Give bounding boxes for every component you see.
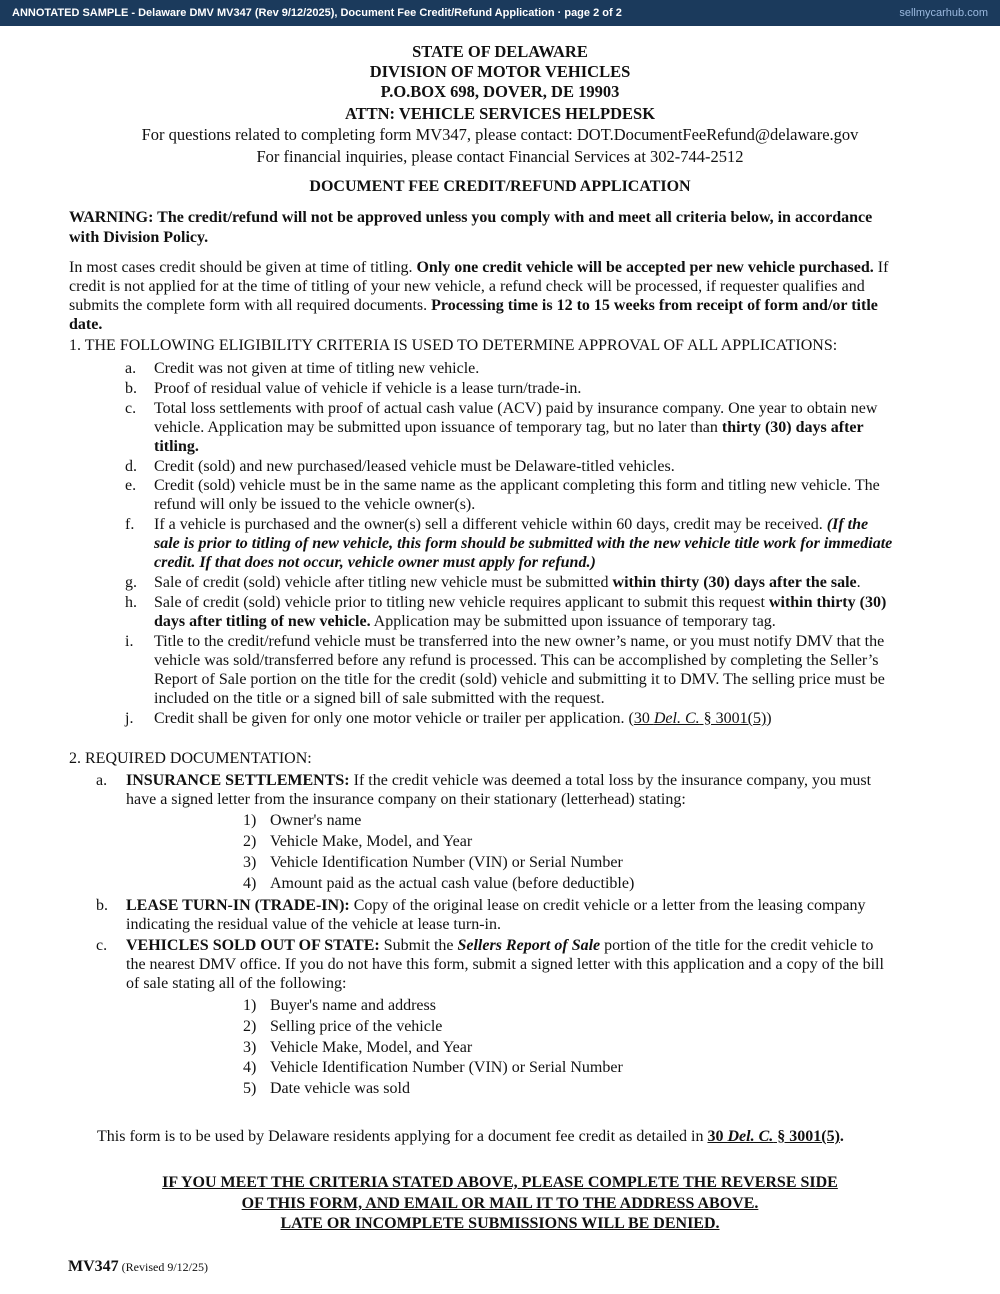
- usage-note: This form is to be used by Delaware residents applying for a document fee credit as detailed in 30 Del. C. § 3001(5).: [97, 1128, 844, 1145]
- list-item: Vehicle Identification Number (VIN) or Serial Number: [270, 1059, 623, 1076]
- form-title: DOCUMENT FEE CREDIT/REFUND APPLICATION: [309, 178, 691, 195]
- header-division: DIVISION OF MOTOR VEHICLES: [369, 62, 631, 81]
- item-marker: d.: [125, 458, 137, 475]
- item-marker: i.: [125, 633, 134, 650]
- doc-c-line-3: of sale stating all of the following:: [126, 975, 347, 992]
- list-item: Buyer's name and address: [270, 997, 436, 1014]
- section2-heading: 2. REQUIRED DOCUMENTATION:: [69, 750, 312, 767]
- form-footer: MV347 (Revised 9/12/25): [68, 1258, 208, 1275]
- intro-line-3: submits the complete form with all required documents. Processing time is 12 to 15 weeks from receipt of form and/or title: [69, 297, 878, 314]
- list-item: Vehicle Make, Model, and Year: [270, 1039, 473, 1056]
- criteria-g: Sale of credit (sold) vehicle after titling new vehicle must be submitted within thirty (30) days after the sale.: [154, 574, 861, 591]
- list-item: Vehicle Identification Number (VIN) or Serial Number: [270, 854, 623, 871]
- annotation-banner: [0, 0, 1000, 26]
- criteria-h-line-1: Sale of credit (sold) vehicle prior to titling new vehicle requires applicant to submit this request within thirty (30): [154, 594, 887, 611]
- list-item: Owner's name: [270, 812, 362, 829]
- section1-heading: 1. THE FOLLOWING ELIGIBILITY CRITERIA IS USED TO DETERMINE APPROVAL OF ALL APPLICATIONS:: [69, 337, 838, 354]
- header-attn: ATTN: VEHICLE SERVICES HELPDESK: [344, 104, 656, 123]
- list-number: 5): [243, 1080, 257, 1097]
- header-address: P.O.BOX 698, DOVER, DE 19903: [380, 82, 620, 101]
- closing-line-2: OF THIS FORM, AND EMAIL OR MAIL IT TO THE ADDRESS ABOVE.: [241, 1195, 759, 1212]
- item-marker: c.: [96, 937, 108, 954]
- list-number: 2): [243, 833, 257, 850]
- criteria-i-line-3: Report of Sale portion on the title for the credit (sold) vehicle and submitting it to DMV. The selling price must be: [154, 671, 885, 688]
- warning-line-1: WARNING: The credit/refund will not be approved unless you comply with and meet all criteria below, in accordance: [69, 209, 873, 226]
- item-marker: j.: [125, 710, 134, 727]
- item-marker: b.: [125, 380, 137, 397]
- list-number: 3): [243, 854, 257, 871]
- list-item: Vehicle Make, Model, and Year: [270, 833, 473, 850]
- doc-b-line-2: indicating the residual value of the vehicle at lease turn-in.: [126, 916, 501, 933]
- criteria-j: Credit shall be given for only one motor vehicle or trailer per application. (30 Del. C. § 3001(5)): [154, 710, 772, 727]
- banner-title: ANNOTATED SAMPLE - Delaware DMV MV347 (Rev 9/12/2025), Document Fee Credit/Refund Application · page 2 of 2: [12, 7, 622, 19]
- list-item: Date vehicle was sold: [270, 1080, 410, 1097]
- list-item: Selling price of the vehicle: [270, 1018, 443, 1035]
- criteria-i-line-4: included on the title or a signed bill of sale submitted with the request.: [154, 690, 605, 707]
- closing-line-3: LATE OR INCOMPLETE SUBMISSIONS WILL BE DENIED.: [280, 1215, 720, 1232]
- doc-a-line-1: INSURANCE SETTLEMENTS: If the credit vehicle was deemed a total loss by the insurance company, you must: [126, 772, 872, 789]
- list-number: 3): [243, 1039, 257, 1056]
- header-contact-phone: For financial inquiries, please contact Financial Services at 302-744-2512: [256, 147, 744, 166]
- item-marker: f.: [125, 516, 135, 533]
- criteria-b: Proof of residual value of vehicle if vehicle is a lease turn/trade-in.: [154, 380, 582, 397]
- list-number: 4): [243, 875, 257, 892]
- doc-b-line-1: LEASE TURN-IN (TRADE-IN): Copy of the original lease on credit vehicle or a letter from the leasing company: [126, 897, 866, 914]
- criteria-f-line-3: credit. If that does not occur, vehicle owner must apply for refund.): [154, 554, 596, 571]
- statute-reference: 30 Del. C. § 3001(5): [707, 1128, 840, 1145]
- header-state: STATE OF DELAWARE: [412, 42, 588, 61]
- criteria-e-line-1: Credit (sold) vehicle must be in the same name as the applicant completing this form and titling new vehicle. The: [154, 477, 880, 494]
- doc-c-line-2: the nearest DMV office. If you do not have this form, submit a signed letter with this application and a copy of the bill: [126, 956, 884, 973]
- list-number: 1): [243, 997, 257, 1014]
- intro-line-1: In most cases credit should be given at time of titling. Only one credit vehicle will be accepted per new vehicle purchased. If: [69, 259, 889, 276]
- header-contact-email: For questions related to completing form MV347, please contact: DOT.DocumentFeeRefund@delaware.gov: [141, 125, 859, 144]
- item-marker: g.: [125, 574, 137, 591]
- intro-line-2: credit is not applied for at the time of titling of your new vehicle, a refund check will be processed, if requester qualifies and: [69, 278, 865, 295]
- criteria-h-line-2: days after titling of new vehicle. Application may be submitted upon issuance of temporary tag.: [154, 613, 776, 630]
- item-marker: a.: [125, 360, 137, 377]
- criteria-f-line-2: sale is prior to titling of new vehicle, this form should be submitted with the new vehicle title work for immediate: [154, 535, 893, 552]
- criteria-c-line-1: Total loss settlements with proof of actual cash value (ACV) paid by insurance company. One year to obtain new: [154, 400, 878, 417]
- intro-line-4: date.: [69, 316, 103, 333]
- criteria-c-line-3: titling.: [154, 438, 199, 455]
- doc-c-line-1: VEHICLES SOLD OUT OF STATE: Submit the Sellers Report of Sale portion of the title for the credit vehicle to: [126, 937, 874, 954]
- doc-a-line-2: have a signed letter from the insurance company on their stationary (letterhead) stating:: [126, 791, 686, 808]
- criteria-e-line-2: refund will only be issued to the vehicle owner(s).: [154, 496, 476, 513]
- criteria-d: Credit (sold) and new purchased/leased vehicle must be Delaware-titled vehicles.: [154, 458, 675, 475]
- criteria-c-line-2: vehicle. Application may be submitted upon issuance of temporary tag, but no later than thirty (30) days after: [154, 419, 864, 436]
- document-page: [0, 26, 1000, 1294]
- criteria-f-line-1: If a vehicle is purchased and the owner(s) sell a different vehicle within 60 days, credit may be received. (If the: [154, 516, 869, 533]
- item-marker: c.: [125, 400, 137, 417]
- closing-line-1: IF YOU MEET THE CRITERIA STATED ABOVE, PLEASE COMPLETE THE REVERSE SIDE: [162, 1174, 838, 1191]
- item-marker: e.: [125, 477, 137, 494]
- item-marker: a.: [96, 772, 108, 789]
- list-item: Amount paid as the actual cash value (before deductible): [270, 875, 635, 892]
- item-marker: b.: [96, 897, 108, 914]
- warning-line-2: with Division Policy.: [69, 229, 209, 246]
- list-number: 4): [243, 1059, 257, 1076]
- banner-site: sellmycarhub.com: [899, 7, 988, 19]
- statute-reference: 30 Del. C. § 3001(5): [633, 710, 767, 727]
- criteria-i-line-2: vehicle was sold/transferred before any refund is processed. This can be accomplished by completing the Seller’s: [154, 652, 879, 669]
- item-marker: h.: [125, 594, 137, 611]
- criteria-a: Credit was not given at time of titling new vehicle.: [154, 360, 480, 377]
- list-number: 1): [243, 812, 257, 829]
- list-number: 2): [243, 1018, 257, 1035]
- criteria-i-line-1: Title to the credit/refund vehicle must be transferred into the new owner’s name, or you must notify DMV that the: [154, 633, 885, 650]
